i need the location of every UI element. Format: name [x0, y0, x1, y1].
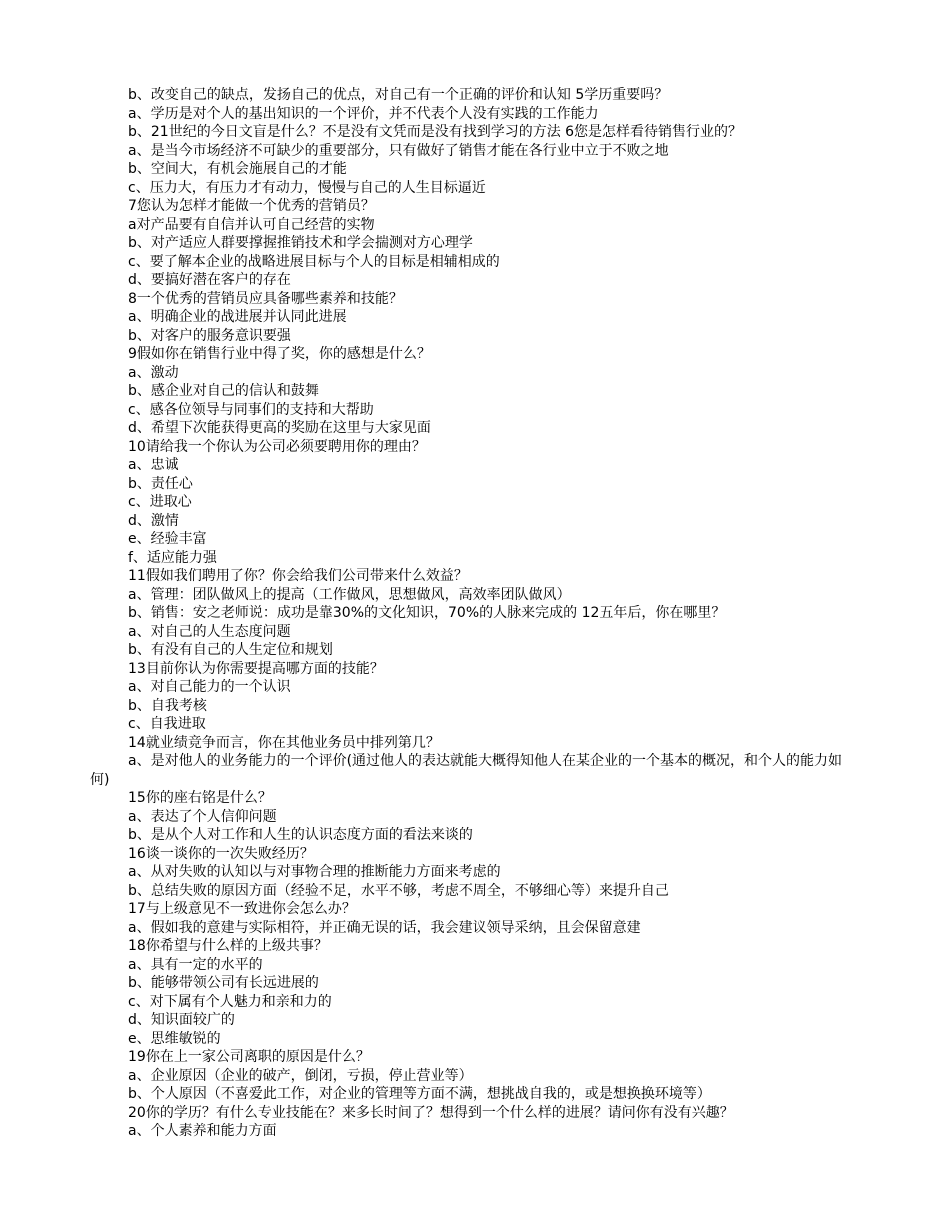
text-line: d、希望下次能获得更高的奖励在这里与大家见面	[128, 420, 431, 436]
text-line: c、压力大，有压力才有动力，慢慢与自己的人生目标逼近	[128, 179, 486, 196]
text-line: b、自我考核	[128, 697, 207, 714]
text-line: c、自我进取	[128, 716, 206, 732]
text-line: b、感企业对自己的信认和鼓舞	[128, 383, 319, 399]
text-line: a、忠诚	[128, 457, 179, 473]
text-line: 8一个优秀的营销员应具备哪些素养和技能？	[128, 290, 403, 307]
text-line: 18你希望与什么样的上级共事？	[128, 938, 328, 954]
text-line: b、对客户的服务意识要强	[128, 327, 291, 344]
text-line: d、知识面较广的	[128, 1012, 235, 1028]
text-line: a、从对失败的认知以与对事物合理的推断能力方面来考虑的	[128, 864, 501, 880]
text-line: c、进取心	[128, 494, 192, 510]
text-line: 16谈一谈你的一次失败经历？	[128, 845, 314, 862]
text-line: 14就业绩竞争而言，你在其他业务员中排列第几？	[128, 734, 440, 751]
text-line: b、21世纪的今日文盲是什么？不是没有文凭而是没有找到学习的方法 6您是怎样看待销售行业的？	[128, 124, 743, 140]
text-line: a、具有一定的水平的	[128, 956, 263, 973]
text-line: 17与上级意见不一致进你会怎么办？	[128, 901, 356, 917]
text-line: a对产品要有自信并认可自己经营的实物	[128, 216, 375, 233]
text-line: a、学历是对个人的基出知识的一个评价，并不代表个人没有实践的工作能力	[128, 105, 599, 122]
text-line: e、思维敏锐的	[128, 1030, 221, 1047]
text-line: a、是当今市场经济不可缺少的重要部分，只有做好了销售才能在各行业中立于不败之地	[128, 142, 669, 159]
text-line: 9假如你在销售行业中得了奖，你的感想是什么？	[128, 346, 431, 362]
text-line: 10请给我一个你认为公司必须要聘用你的理由？	[128, 438, 426, 455]
text-line: a、表达了个人信仰问题	[128, 808, 277, 825]
text-line: a、对自己能力的一个认识	[128, 679, 291, 695]
text-line: 13目前你认为你需要提高哪方面的技能？	[128, 660, 384, 677]
text-line: b、改变自己的缺点，发扬自己的优点，对自己有一个正确的评价和认知 5学历重要吗？	[128, 87, 669, 103]
text-line: b、空间大，有机会施展自己的才能	[128, 161, 347, 177]
text-line: a、个人素养和能力方面	[128, 1123, 277, 1139]
text-line: a、假如我的意建与实际相符，并正确无误的话，我会建议领导采纳，且会保留意建	[128, 919, 641, 936]
text-line: d、要搞好潜在客户的存在	[128, 272, 291, 288]
text-line: b、是从个人对工作和人生的认识态度方面的看法来谈的	[128, 827, 473, 843]
text-line: d、激情	[128, 512, 179, 529]
text-line: f、适应能力强	[128, 549, 217, 566]
text-line: b、能够带领公司有长远进展的	[128, 975, 319, 991]
text-line: a、管理：团队做风上的提高（工作做风，思想做风，高效率团队做风）	[128, 586, 571, 603]
text-line: b、有没有自己的人生定位和规划	[128, 642, 333, 658]
text-line: a、是对他人的业务能力的一个评价(通过他人的表达就能大概得知他人在某企业的一个基本的概况，和个人的能力如何)	[90, 753, 843, 788]
text-line: a、对自己的人生态度问题	[128, 623, 291, 640]
text-line: 11假如我们聘用了你？你会给我们公司带来什么效益？	[128, 568, 468, 584]
text-line: a、激动	[128, 364, 179, 381]
text-line: b、总结失败的原因方面（经验不足，水平不够，考虑不周全，不够细心等）来提升自己	[128, 882, 669, 899]
text-line: c、对下属有个人魅力和亲和力的	[128, 993, 332, 1010]
text-line: c、要了解本企业的战略进展目标与个人的目标是相辅相成的	[128, 253, 500, 270]
text-line: a、企业原因（企业的破产，倒闭，亏损，停止营业等）	[128, 1067, 473, 1084]
text-line: 20你的学历？有什么专业技能在？来多长时间了？想得到一个什么样的进展？请问你有没有兴趣？	[128, 1104, 734, 1121]
text-line: a、明确企业的战进展并认同此进展	[128, 309, 347, 325]
text-line: 15你的座右铭是什么？	[128, 790, 272, 806]
text-line: b、个人原因（不喜爱此工作，对企业的管理等方面不满，想挑战自我的，或是想换换环境等）	[128, 1086, 711, 1102]
text-line: 19你在上一家公司离职的原因是什么？	[128, 1049, 370, 1065]
text-line: b、销售：安之老师说：成功是靠30%的文化知识，70%的人脉来完成的 12五年后，你在哪里？	[128, 605, 726, 621]
text-line: c、感各位领导与同事们的支持和大帮助	[128, 401, 374, 418]
text-line: 7您认为怎样才能做一个优秀的营销员？	[128, 198, 375, 214]
text-line: e、经验丰富	[128, 531, 207, 547]
text-line: b、对产适应人群要撑握推销技术和学会揣测对方心理学	[128, 235, 473, 251]
text-line: b、责任心	[128, 475, 193, 492]
document-body	[90, 86, 860, 1141]
